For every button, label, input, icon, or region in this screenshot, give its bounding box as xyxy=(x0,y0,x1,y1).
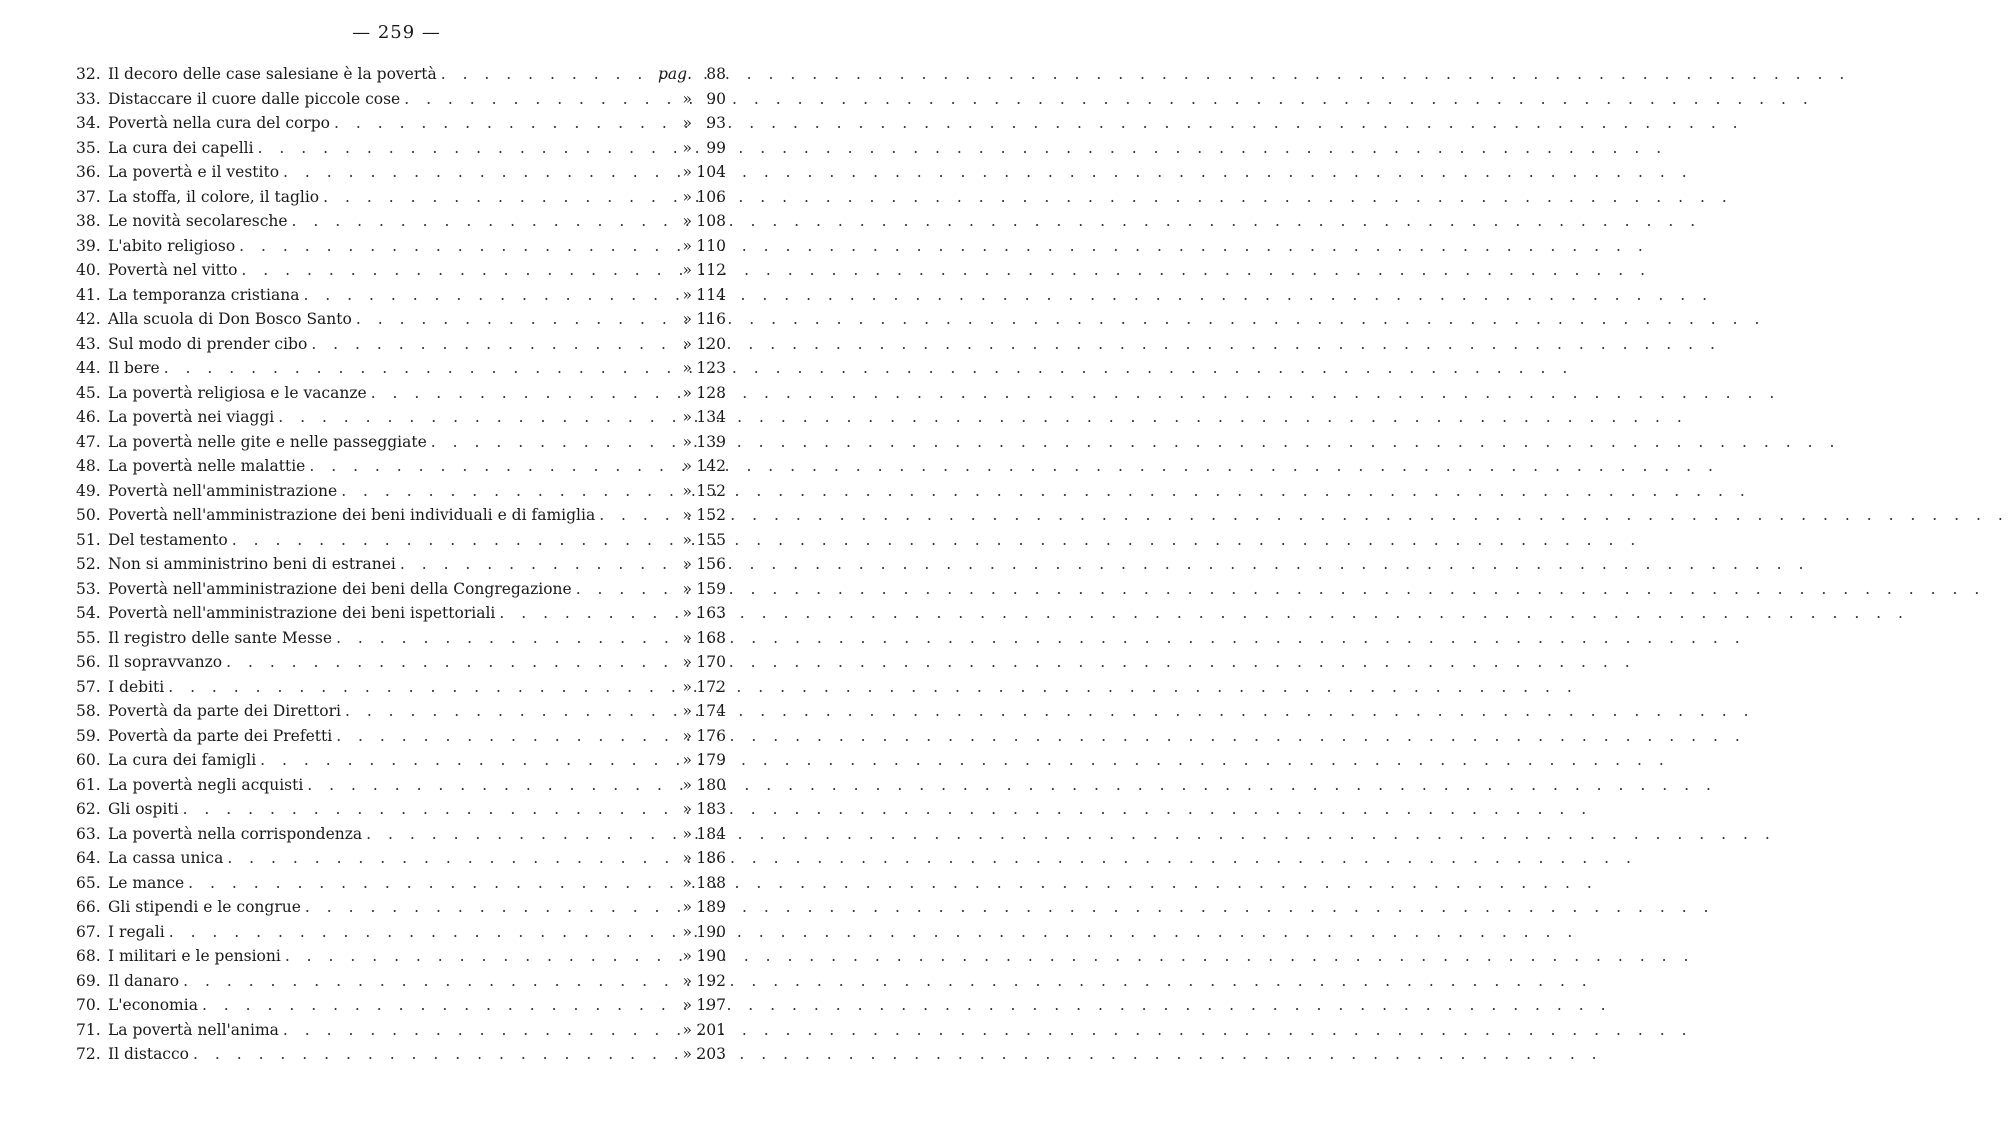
entry-title: La povertà nella corrispondenza xyxy=(108,824,363,843)
toc-entry xyxy=(76,822,726,847)
entry-page-number: 197 xyxy=(696,996,726,1014)
page-marker: pag. xyxy=(657,65,692,83)
page-marker: » xyxy=(682,1045,692,1063)
entry-number: 34. xyxy=(76,114,101,132)
entry-number: 56. xyxy=(76,653,101,671)
toc-entry xyxy=(76,871,726,896)
page-marker: » xyxy=(682,481,692,500)
entry-page-number: 112 xyxy=(696,261,726,279)
entry-title: Distaccare il cuore dalle piccole cose xyxy=(108,89,401,108)
dot-leader xyxy=(184,871,652,896)
page-marker: » xyxy=(682,383,692,402)
toc-entry xyxy=(76,773,726,798)
entry-page-number: 116 xyxy=(696,310,726,328)
dot-leader xyxy=(332,626,652,651)
entry-title: Povertà da parte dei Prefetti xyxy=(108,726,333,745)
dot-leader xyxy=(256,748,652,773)
entry-number: 45. xyxy=(76,383,101,402)
entry-page-number: 163 xyxy=(696,604,726,622)
dot-leader xyxy=(254,136,652,161)
entry-title: Il danaro xyxy=(108,971,180,990)
page-marker: » xyxy=(682,653,692,671)
entry-page-number: 183 xyxy=(696,800,726,818)
entry-page-number: 139 xyxy=(696,432,726,451)
page-marker: » xyxy=(682,261,692,279)
dot-leader xyxy=(274,405,652,430)
entry-title: I militari e le pensioni xyxy=(108,947,281,965)
toc-entry xyxy=(76,895,726,920)
page-marker: » xyxy=(682,506,692,524)
page-marker: » xyxy=(682,726,692,745)
page-marker: » xyxy=(682,628,692,647)
page-marker: » xyxy=(682,1020,692,1039)
toc-entry xyxy=(76,454,726,479)
page-marker: » xyxy=(682,89,692,108)
entry-title: Gli stipendi e le congrue xyxy=(108,898,301,916)
page-marker: » xyxy=(682,800,692,818)
entry-page-number: 155 xyxy=(696,530,726,549)
entry-page-number: 110 xyxy=(696,236,726,255)
dot-leader xyxy=(198,993,652,1018)
toc-entry xyxy=(76,920,726,945)
entry-page-number: 152 xyxy=(696,481,726,500)
dot-leader xyxy=(400,87,652,112)
page-marker: » xyxy=(682,702,692,720)
entry-number: 51. xyxy=(76,530,101,549)
page-marker: » xyxy=(682,579,692,598)
entry-page-number: 120 xyxy=(696,334,726,353)
entry-page-number: 201 xyxy=(696,1020,726,1039)
dot-leader xyxy=(279,1018,652,1043)
dot-leader xyxy=(165,920,652,945)
toc-entry xyxy=(76,1042,726,1067)
toc-entry xyxy=(76,185,726,210)
page-marker: » xyxy=(682,677,692,696)
dot-leader xyxy=(281,944,652,969)
toc-entry xyxy=(76,136,726,161)
toc-entry xyxy=(76,111,726,136)
page-marker: » xyxy=(682,971,692,990)
toc-entry xyxy=(76,993,726,1018)
entry-page-number: 186 xyxy=(696,849,726,867)
entry-page-number: 88 xyxy=(706,65,726,83)
entry-title: I debiti xyxy=(108,677,165,696)
entry-title: La povertà religiosa e le vacanze xyxy=(108,383,367,402)
toc-entry xyxy=(76,577,726,602)
toc-entry xyxy=(76,430,726,455)
entry-number: 41. xyxy=(76,285,101,304)
toc-entry xyxy=(76,405,726,430)
entry-number: 50. xyxy=(76,506,101,524)
page-marker: » xyxy=(682,775,692,794)
page-marker: » xyxy=(682,898,692,916)
entry-page-number: 188 xyxy=(696,873,726,892)
entry-page-number: 180 xyxy=(696,775,726,794)
toc-entry xyxy=(76,332,726,357)
entry-title: Le novità secolaresche xyxy=(108,212,288,230)
toc-entry xyxy=(76,969,726,994)
entry-page-number: 179 xyxy=(696,751,726,769)
page-marker: » xyxy=(682,947,692,965)
page-marker: » xyxy=(682,873,692,892)
toc-entry xyxy=(76,944,726,969)
entry-number: 40. xyxy=(76,261,101,279)
entry-number: 68. xyxy=(76,947,101,965)
page-marker: » xyxy=(682,236,692,255)
entry-page-number: 156 xyxy=(696,555,726,573)
toc-entry xyxy=(76,503,726,528)
dot-leader xyxy=(222,650,652,675)
entry-number: 72. xyxy=(76,1045,101,1063)
toc-entry xyxy=(76,724,726,749)
dot-leader xyxy=(189,1042,652,1067)
entry-number: 36. xyxy=(76,163,101,181)
dot-leader xyxy=(396,552,652,577)
page-marker: » xyxy=(682,604,692,622)
dot-leader xyxy=(307,332,652,357)
entry-number: 60. xyxy=(76,751,101,769)
entry-number: 70. xyxy=(76,996,101,1014)
entry-number: 55. xyxy=(76,628,101,647)
entry-number: 32. xyxy=(76,65,101,83)
entry-title: Povertà nell'amministrazione dei beni ispettoriali xyxy=(108,604,496,622)
dot-leader xyxy=(301,895,652,920)
entry-number: 35. xyxy=(76,138,101,157)
entry-title: Non si amministrino beni di estranei xyxy=(108,555,396,573)
page-marker: » xyxy=(682,138,692,157)
page-marker: » xyxy=(682,285,692,304)
toc-entry xyxy=(76,258,726,283)
entry-number: 65. xyxy=(76,873,101,892)
page-marker: » xyxy=(682,212,692,230)
entry-number: 38. xyxy=(76,212,101,230)
toc-entry xyxy=(76,209,726,234)
entry-number: 63. xyxy=(76,824,101,843)
entry-title: Il decoro delle case salesiane è la povertà xyxy=(108,65,437,83)
toc-entry xyxy=(76,234,726,259)
toc-entry xyxy=(76,675,726,700)
entry-page-number: 99 xyxy=(706,138,726,157)
entry-title: Povertà nell'amministrazione dei beni individuali e di famiglia xyxy=(108,506,596,524)
page-marker: » xyxy=(682,359,692,377)
dot-leader xyxy=(337,479,652,504)
entry-page-number: 170 xyxy=(696,653,726,671)
entry-title: La cassa unica xyxy=(108,849,224,867)
entry-number: 54. xyxy=(76,604,101,622)
entry-title: Alla scuola di Don Bosco Santo xyxy=(108,310,352,328)
dot-leader xyxy=(235,234,652,259)
dot-leader xyxy=(362,822,652,847)
toc-entry xyxy=(76,62,726,87)
page-marker: » xyxy=(682,187,692,206)
entry-page-number: 104 xyxy=(696,163,726,181)
entry-page-number: 168 xyxy=(696,628,726,647)
entry-number: 37. xyxy=(76,187,101,206)
entry-page-number: 159 xyxy=(696,579,726,598)
dot-leader xyxy=(303,773,652,798)
entry-page-number: 190 xyxy=(696,947,726,965)
entry-page-number: 192 xyxy=(696,971,726,990)
dot-leader xyxy=(332,724,652,749)
entry-title: La povertà e il vestito xyxy=(108,163,280,181)
toc-entry xyxy=(76,626,726,651)
entry-page-number: 203 xyxy=(696,1045,726,1063)
toc-entry xyxy=(76,356,726,381)
page-marker: » xyxy=(682,751,692,769)
entry-page-number: 190 xyxy=(696,922,726,941)
entry-title: La cura dei capelli xyxy=(108,138,254,157)
dot-leader xyxy=(427,430,652,455)
entry-number: 48. xyxy=(76,457,101,475)
entry-title: La cura dei famigli xyxy=(108,751,257,769)
toc-entry xyxy=(76,1018,726,1043)
entry-title: L'abito religioso xyxy=(108,236,236,255)
entry-title: La povertà negli acquisti xyxy=(108,775,304,794)
toc-entry xyxy=(76,748,726,773)
dot-leader xyxy=(305,454,652,479)
entry-number: 49. xyxy=(76,481,101,500)
toc-entry xyxy=(76,283,726,308)
page-number: — 259 — xyxy=(352,22,441,43)
dot-leader xyxy=(279,160,652,185)
entry-number: 33. xyxy=(76,89,101,108)
toc-entry xyxy=(76,797,726,822)
entry-number: 58. xyxy=(76,702,101,720)
entry-page-number: 114 xyxy=(696,285,726,304)
table-of-contents xyxy=(76,62,726,1067)
dot-leader xyxy=(319,185,652,210)
entry-title: Del testamento xyxy=(108,530,228,549)
entry-page-number: 108 xyxy=(696,212,726,230)
dot-leader xyxy=(572,577,652,602)
entry-page-number: 189 xyxy=(696,898,726,916)
entry-number: 44. xyxy=(76,359,101,377)
entry-number: 62. xyxy=(76,800,101,818)
toc-entry xyxy=(76,552,726,577)
entry-number: 69. xyxy=(76,971,101,990)
entry-title: La stoffa, il colore, il taglio xyxy=(108,187,320,206)
toc-entry xyxy=(76,381,726,406)
page-marker: » xyxy=(682,530,692,549)
toc-entry xyxy=(76,846,726,871)
dot-leader xyxy=(164,675,652,700)
entry-title: L'economia xyxy=(108,996,198,1014)
entry-number: 71. xyxy=(76,1020,101,1039)
entry-title: La povertà nell'anima xyxy=(108,1020,279,1039)
entry-page-number: 123 xyxy=(696,359,726,377)
toc-entry xyxy=(76,699,726,724)
entry-title: I regali xyxy=(108,922,165,941)
entry-number: 57. xyxy=(76,677,101,696)
page-marker: » xyxy=(682,432,692,451)
dot-leader xyxy=(179,969,652,994)
page-marker: » xyxy=(682,334,692,353)
toc-entry xyxy=(76,601,726,626)
dot-leader xyxy=(223,846,652,871)
dot-leader xyxy=(179,797,652,822)
entry-number: 64. xyxy=(76,849,101,867)
dot-leader xyxy=(341,699,652,724)
entry-title: La povertà nelle gite e nelle passeggiate xyxy=(108,432,427,451)
toc-entry xyxy=(76,528,726,553)
toc-entry xyxy=(76,160,726,185)
page-marker: » xyxy=(682,555,692,573)
entry-number: 43. xyxy=(76,334,101,353)
entry-page-number: 152 xyxy=(696,506,726,524)
entry-title: La temporanza cristiana xyxy=(108,285,300,304)
toc-entry xyxy=(76,307,726,332)
entry-page-number: 142 xyxy=(696,457,726,475)
entry-title: Povertà da parte dei Direttori xyxy=(108,702,341,720)
entry-title: Povertà nella cura del corpo xyxy=(108,114,331,132)
page-marker: » xyxy=(682,457,692,475)
page-marker: » xyxy=(682,996,692,1014)
dot-leader xyxy=(437,62,652,87)
page-marker: » xyxy=(682,849,692,867)
entry-title: Povertà nel vitto xyxy=(108,261,238,279)
entry-page-number: 106 xyxy=(696,187,726,206)
dot-leader xyxy=(288,209,652,234)
entry-title: Il bere xyxy=(108,359,160,377)
entry-page-number: 174 xyxy=(696,702,726,720)
entry-number: 47. xyxy=(76,432,101,451)
entry-title: Il sopravvanzo xyxy=(108,653,223,671)
entry-number: 42. xyxy=(76,310,101,328)
entry-number: 39. xyxy=(76,236,101,255)
entry-title: Povertà nell'amministrazione xyxy=(108,481,338,500)
entry-number: 59. xyxy=(76,726,101,745)
entry-number: 53. xyxy=(76,579,101,598)
entry-page-number: 90 xyxy=(706,89,726,108)
entry-number: 67. xyxy=(76,922,101,941)
entry-number: 61. xyxy=(76,775,101,794)
entry-page-number: 176 xyxy=(696,726,726,745)
toc-entry xyxy=(76,479,726,504)
page-marker: » xyxy=(682,310,692,328)
entry-page-number: 184 xyxy=(696,824,726,843)
entry-number: 52. xyxy=(76,555,101,573)
entry-title: La povertà nei viaggi xyxy=(108,408,275,426)
entry-title: Sul modo di prender cibo xyxy=(108,334,308,353)
dot-leader xyxy=(495,601,652,626)
page-marker: » xyxy=(682,922,692,941)
entry-page-number: 128 xyxy=(696,383,726,402)
dot-leader xyxy=(595,503,652,528)
entry-page-number: 134 xyxy=(696,408,726,426)
dot-leader xyxy=(352,307,652,332)
entry-title: Povertà nell'amministrazione dei beni della Congregazione xyxy=(108,579,572,598)
entry-title: Il distacco xyxy=(108,1045,190,1063)
entry-title: Le mance xyxy=(108,873,185,892)
dot-leader xyxy=(228,528,652,553)
toc-entry xyxy=(76,87,726,112)
page-marker: » xyxy=(682,408,692,426)
entry-page-number: 93 xyxy=(706,114,726,132)
entry-title: La povertà nelle malattie xyxy=(108,457,306,475)
dot-leader xyxy=(299,283,652,308)
dot-leader xyxy=(367,381,652,406)
page-marker: » xyxy=(682,163,692,181)
entry-number: 66. xyxy=(76,898,101,916)
dot-leader xyxy=(237,258,652,283)
toc-entry xyxy=(76,650,726,675)
entry-page-number: 172 xyxy=(696,677,726,696)
page-marker: » xyxy=(682,114,692,132)
dot-leader xyxy=(330,111,652,136)
entry-number: 46. xyxy=(76,408,101,426)
page-marker: » xyxy=(682,824,692,843)
entry-title: Il registro delle sante Messe xyxy=(108,628,333,647)
dot-leader xyxy=(160,356,652,381)
entry-title: Gli ospiti xyxy=(108,800,179,818)
